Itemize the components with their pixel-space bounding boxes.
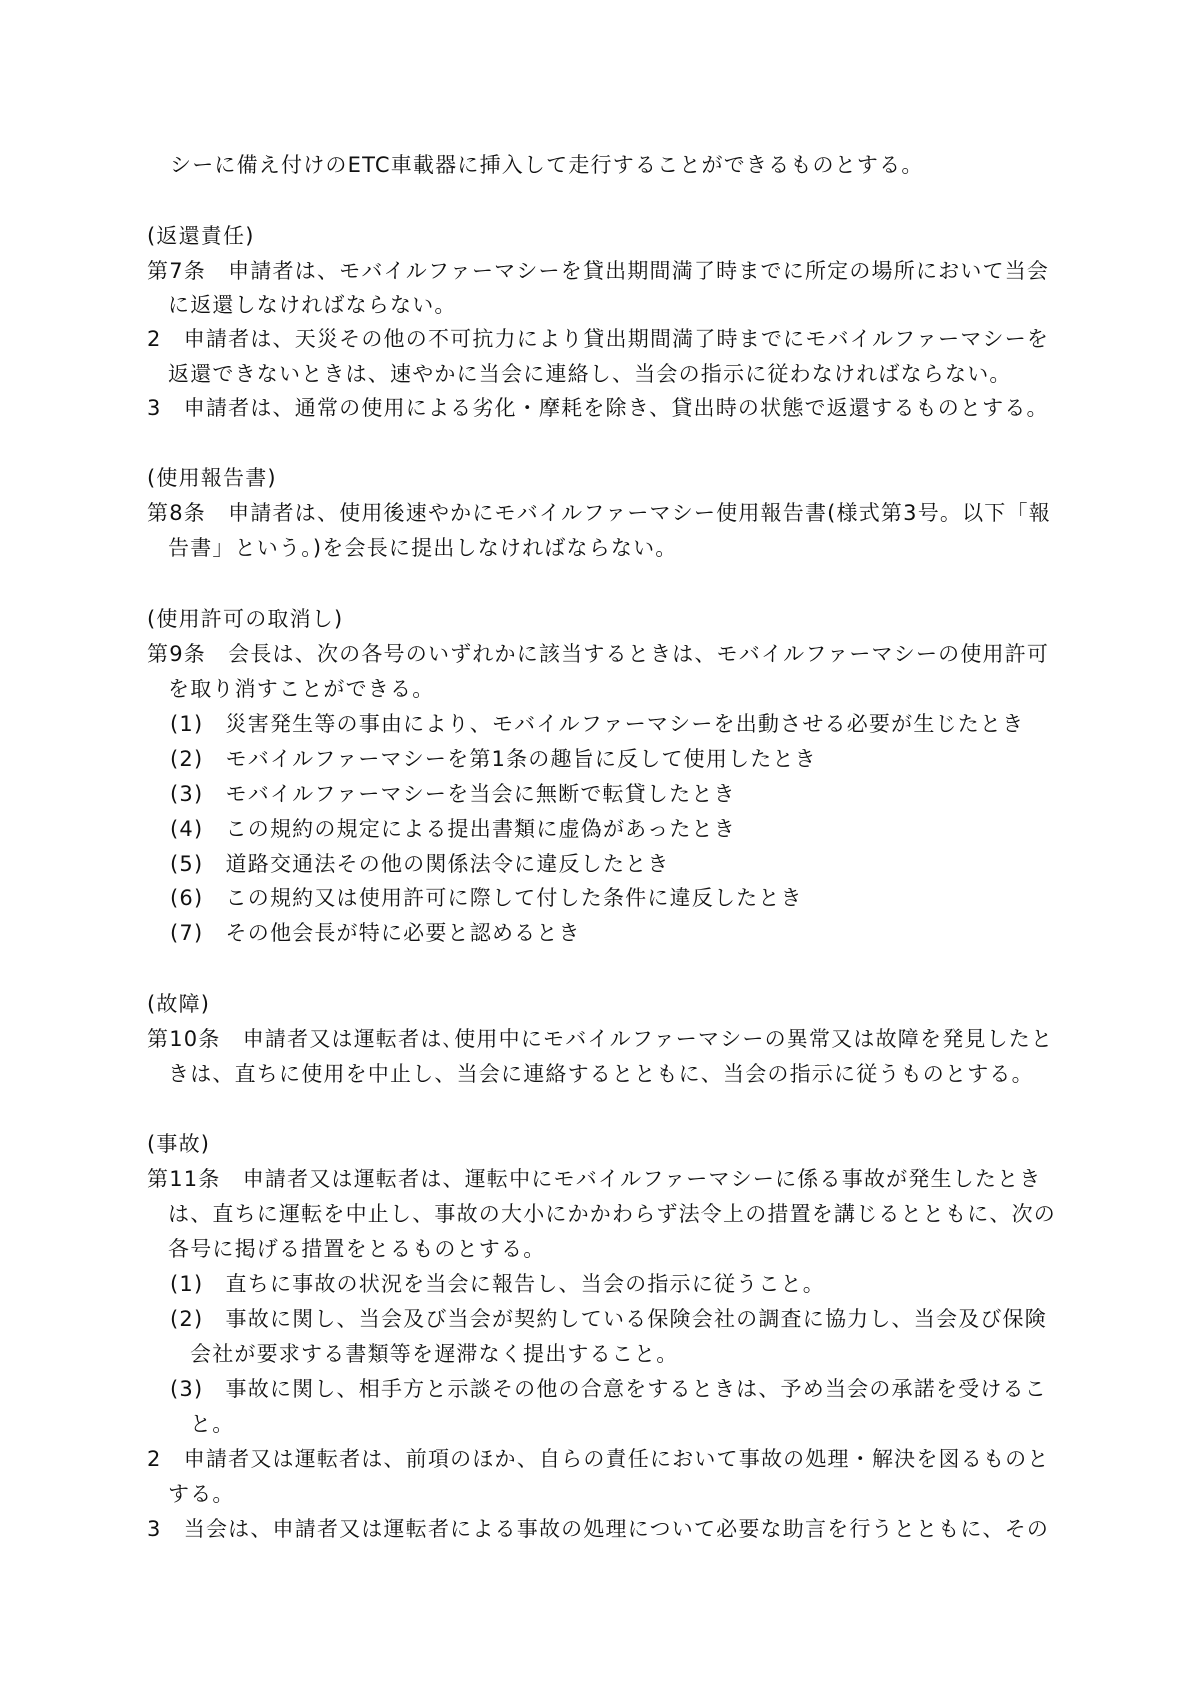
article-7-para-3-line-1: 3 申請者は、通常の使用による劣化・摩耗を除き、貸出時の状態で返還するものとする。 [147,396,1049,420]
article-11-main-line-3: 各号に掲げる措置をとるものとする。 [168,1237,546,1261]
article-11-para-2-line-2: する。 [168,1482,235,1506]
article-8-heading: (使用報告書) [147,466,277,490]
article-9-item: (5) 道路交通法その他の関係法令に違反したとき [170,852,670,876]
article-11-item-3-line-2: と。 [190,1412,235,1436]
article-9-item: (1) 災害発生等の事由により、モバイルファーマシーを出動させる必要が生じたとき [170,712,1025,736]
article-9-item: (7) その他会長が特に必要と認めるとき [170,921,581,945]
article-7-main-line-1: 第7条 申請者は、モバイルファーマシーを貸出期間満了時までに所定の場所において当会 [147,259,1050,283]
article-9-item: (4) この規約の規定による提出書類に虚偽があったとき [170,817,736,841]
article-11-main-line-1: 第11条 申請者又は運転者は、運転中にモバイルファーマシーに係る事故が発生したとき [147,1167,1042,1191]
article-11-item-2-line-1: (2) 事故に関し、当会及び当会が契約している保険会社の調査に協力し、当会及び保険 [170,1307,1047,1331]
article-8-main-line-2: 告書」という。)を会長に提出しなければならない。 [168,536,678,560]
article-9-main-line-1: 第9条 会長は、次の各号のいずれかに該当するときは、モバイルファーマシーの使用許可 [147,642,1050,666]
article-11-item-2-line-2: 会社が要求する書類等を遅滞なく提出すること。 [190,1342,679,1366]
article-7-para-2-line-1: 2 申請者は、天災その他の不可抗力により貸出期間満了時までにモバイルファーマシーを [147,327,1050,351]
article-9-main-line-2: を取り消すことができる。 [168,677,435,701]
article-11-item-3-line-1: (3) 事故に関し、相手方と示談その他の合意をするときは、予め当会の承諾を受けるこ [170,1377,1047,1401]
continuation-line: シーに備え付けのETC車載器に挿入して走行することができるものとする。 [170,153,924,177]
article-10-main-line-1: 第10条 申請者又は運転者は､使用中にモバイルファーマシーの異常又は故障を発見したと [147,1027,1054,1051]
article-9-item: (6) この規約又は使用許可に際して付した条件に違反したとき [170,886,803,910]
article-11-heading: (事故) [147,1132,211,1156]
article-11-main-line-2: は、直ちに運転を中止し、事故の大小にかかわらず法令上の措置を講じるとともに、次の [168,1202,1056,1226]
article-7-para-2-line-2: 返還できないときは、速やかに当会に連絡し、当会の指示に従わなければならない。 [168,362,1012,386]
article-9-item: (2) モバイルファーマシーを第1条の趣旨に反して使用したとき [170,747,817,771]
article-7-heading: (返還責任) [147,224,255,248]
article-9-item: (3) モバイルファーマシーを当会に無断で転貸したとき [170,782,736,806]
article-9-heading: (使用許可の取消し) [147,607,344,631]
article-8-main-line-1: 第8条 申請者は、使用後速やかにモバイルファーマシー使用報告書(様式第3号。以下「報 [147,501,1051,525]
article-10-main-line-2: きは、直ちに使用を中止し、当会に連絡するとともに、当会の指示に従うものとする。 [168,1062,1034,1086]
article-10-heading: (故障) [147,992,211,1016]
article-7-main-line-2: に返還しなければならない。 [168,293,457,317]
article-11-para-3-line-1: 3 当会は、申請者又は運転者による事故の処理について必要な助言を行うとともに、その [147,1517,1050,1541]
article-11-item-1-line-1: (1) 直ちに事故の状況を当会に報告し、当会の指示に従うこと。 [170,1272,825,1296]
article-11-para-2-line-1: 2 申請者又は運転者は、前項のほか、自らの責任において事故の処理・解決を図るものと [147,1447,1050,1471]
